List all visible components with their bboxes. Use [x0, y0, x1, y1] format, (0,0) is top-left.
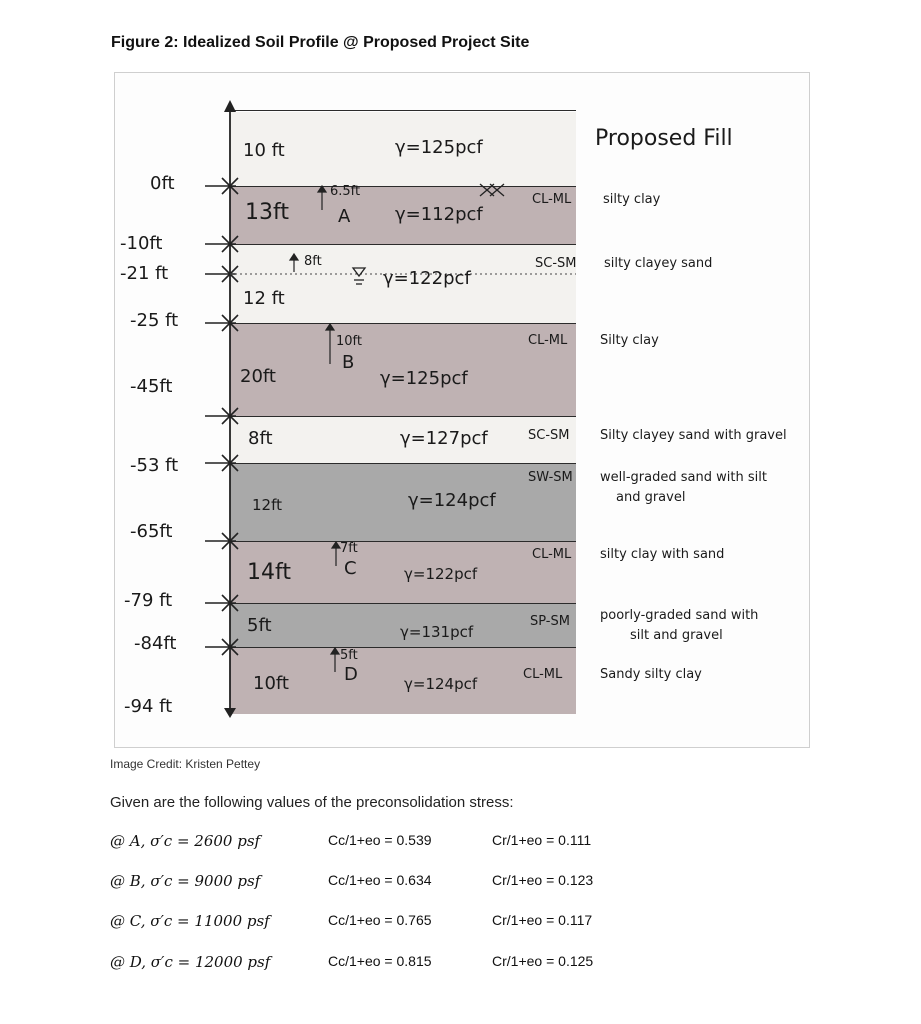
unit-weight: γ=127pcf: [400, 428, 488, 449]
preconsolidation-stress: @ C, σ′c = 11000 psf: [110, 912, 270, 930]
point-c-depth: 7ft: [340, 541, 358, 556]
given-text: Given are the following values of the preconsolidation stress:: [110, 794, 514, 811]
point-d-depth: 5ft: [340, 648, 358, 663]
thickness-label: 5ft: [247, 615, 272, 636]
unit-weight: γ=124pcf: [404, 675, 478, 693]
soil-code: CL-ML: [532, 192, 572, 207]
preconsolidation-stress: @ B, σ′c = 9000 psf: [110, 872, 261, 890]
recompression-ratio: Cr/1+eo = 0.111: [492, 832, 592, 848]
recompression-ratio: Cr/1+eo = 0.123: [492, 872, 594, 888]
soil-description: Silty clay: [600, 333, 659, 348]
unit-weight: γ=122pcf: [404, 565, 478, 583]
soil-code: SC-SM: [528, 428, 570, 443]
depth-label: -65ft: [130, 521, 173, 542]
soil-description: silt and gravel: [630, 628, 723, 643]
stress-row: [110, 912, 730, 934]
unit-weight: γ=125pcf: [380, 368, 468, 389]
point-a-label: A: [338, 206, 351, 227]
unit-weight: γ=124pcf: [408, 490, 496, 511]
thickness-label: 10 ft: [243, 140, 285, 161]
thickness-label: 8ft: [248, 428, 273, 449]
depth-label: 0ft: [150, 173, 175, 194]
soil-description: Silty clayey sand with gravel: [600, 428, 787, 443]
depth-label: -10ft: [120, 233, 163, 254]
point-b-depth: 10ft: [336, 334, 362, 349]
point-c-label: C: [344, 558, 357, 579]
stress-row: [110, 832, 730, 854]
soil-description: silty clayey sand: [604, 256, 713, 271]
compression-ratio: Cc/1+eo = 0.634: [328, 872, 432, 888]
thickness-label: 10ft: [253, 673, 289, 694]
unit-weight: γ=122pcf: [383, 268, 471, 289]
point-d-label: D: [344, 664, 358, 685]
soil-description: poorly-graded sand with: [600, 608, 759, 623]
depth-label: -94 ft: [124, 696, 173, 717]
depth-label: -45ft: [130, 376, 173, 397]
compression-ratio: Cc/1+eo = 0.815: [328, 953, 432, 969]
soil-code: CL-ML: [532, 547, 572, 562]
soil-description: silty clay: [603, 192, 661, 207]
soil-code: SC-SM: [535, 256, 577, 271]
depth-label: -21 ft: [120, 263, 169, 284]
soil-description: and gravel: [616, 490, 686, 505]
soil-code: CL-ML: [528, 333, 568, 348]
figure-title: Figure 2: Idealized Soil Profile @ Proposed Project Site: [111, 34, 530, 51]
depth-label: -53 ft: [130, 455, 179, 476]
preconsolidation-stress: @ D, σ′c = 12000 psf: [110, 953, 271, 971]
soil-code: SP-SM: [530, 614, 570, 629]
thickness-label: 13ft: [245, 200, 289, 225]
thickness-label: 20ft: [240, 366, 276, 387]
depth-label: -79 ft: [124, 590, 173, 611]
depth-label: -25 ft: [130, 310, 179, 331]
unit-weight: γ=112pcf: [395, 204, 483, 225]
soil-description: well-graded sand with silt: [600, 470, 767, 485]
preconsolidation-stress: @ A, σ′c = 2600 psf: [110, 832, 261, 850]
thickness-label: 12 ft: [243, 288, 285, 309]
recompression-ratio: Cr/1+eo = 0.117: [492, 912, 593, 928]
soil-code: SW-SM: [528, 470, 573, 485]
unit-weight: γ=131pcf: [400, 623, 474, 641]
stress-row: [110, 872, 730, 894]
recompression-ratio: Cr/1+eo = 0.125: [492, 953, 594, 969]
image-credit: Image Credit: Kristen Pettey: [110, 757, 261, 771]
thickness-label: 12ft: [252, 496, 282, 514]
unit-weight: γ=125pcf: [395, 137, 483, 158]
soil-description: silty clay with sand: [600, 547, 725, 562]
thickness-label: 14ft: [247, 560, 291, 585]
stress-row: [110, 953, 730, 975]
compression-ratio: Cc/1+eo = 0.539: [328, 832, 432, 848]
water-table-depth: 8ft: [304, 254, 322, 269]
depth-label: -84ft: [134, 633, 177, 654]
soil-description: Proposed Fill: [595, 126, 733, 151]
soil-code: CL-ML: [523, 667, 563, 682]
compression-ratio: Cc/1+eo = 0.765: [328, 912, 432, 928]
point-a-depth: 6.5ft: [330, 184, 361, 199]
point-b-label: B: [342, 352, 355, 373]
soil-description: Sandy silty clay: [600, 667, 702, 682]
